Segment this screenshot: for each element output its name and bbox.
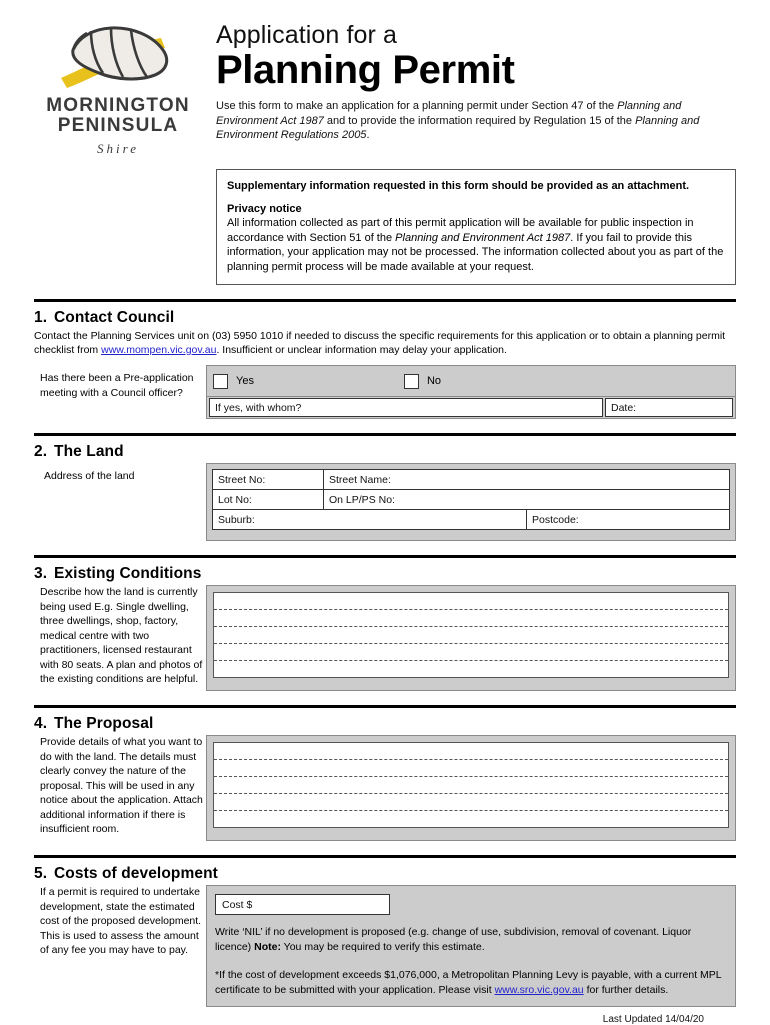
header-text-block	[202, 14, 736, 143]
privacy-text-1: All information collected as part of this permit application will be available for public inspection in accordance with Section 51 of the	[227, 217, 694, 244]
land-address-panel	[206, 463, 736, 541]
no-checkbox-label: No	[426, 375, 442, 387]
privacy-notice-wrapper	[34, 169, 736, 285]
land-address-table	[212, 469, 730, 530]
section-divider-2	[34, 433, 736, 436]
intro-text-2: and to provide the information required by Regulation 15 of the	[323, 114, 636, 127]
lp-ps-no-cell[interactable]: On LP/PS No:	[324, 490, 730, 510]
mpl-levy-note	[215, 968, 727, 997]
supplementary-info-text: Supplementary information requested in this form should be provided as an attachment.	[227, 180, 690, 192]
section-1-row	[34, 365, 736, 419]
no-checkbox[interactable]	[404, 374, 419, 389]
intro-italic-2: Planning and Environment Regulations 2005	[216, 114, 700, 141]
suburb-cell[interactable]: Suburb:	[213, 510, 527, 530]
intro-text-3: .	[366, 129, 370, 141]
write-line	[214, 777, 728, 794]
form-header	[34, 0, 736, 157]
section-3-title	[34, 565, 736, 583]
section-divider-4	[34, 705, 736, 708]
section-2-row	[34, 463, 736, 541]
lot-no-cell[interactable]: Lot No:	[213, 490, 324, 510]
street-no-cell[interactable]: Street No:	[213, 470, 324, 490]
section-5-row	[34, 885, 736, 1007]
proposal-panel	[206, 735, 736, 841]
section-3-number: 3.	[34, 565, 48, 582]
section-4-row	[34, 735, 736, 841]
write-line	[214, 610, 728, 627]
note-bold-label: Note:	[254, 940, 281, 953]
last-updated-footer: Last Updated 14/04/20	[602, 1014, 704, 1025]
write-line	[214, 794, 728, 811]
section-divider-1	[34, 299, 736, 302]
section-1-number: 1.	[34, 309, 48, 326]
with-whom-input[interactable]: If yes, with whom?	[209, 398, 603, 417]
council-logo	[34, 14, 202, 157]
section-4-title	[34, 715, 736, 733]
meeting-date-input[interactable]: Date:	[605, 398, 733, 417]
section-2-number: 2.	[34, 443, 48, 460]
yes-checkbox[interactable]	[213, 374, 228, 389]
postcode-cell[interactable]: Postcode:	[527, 510, 730, 530]
section-divider-3	[34, 555, 736, 558]
section-divider-5	[34, 855, 736, 858]
section-1-intro	[34, 329, 736, 357]
levy-text-1: *If the cost of development exceeds $1,076,000, a Metropolitan Planning Levy is payable, with a current MPL certificate to be submitted with your application. Please visit	[215, 969, 722, 996]
nil-note-1: Write ‘NIL’ if no development is proposed (e.g. change of use, subdivision, removal of covenant. Liquor licence)	[215, 926, 692, 953]
privacy-italic: Planning and Environment Act 1987	[395, 231, 571, 244]
section-1-title-text: Contact Council	[54, 309, 175, 326]
table-row	[213, 490, 730, 510]
section-3-title-text: Existing Conditions	[54, 565, 202, 582]
sro-website-link[interactable]: www.sro.vic.gov.au	[494, 983, 584, 996]
costs-label: If a permit is required to undertake development, state the estimated cost of the proposed development. This is used to assess the amount of any fee you may have to pay.	[40, 886, 202, 956]
section-1-title	[34, 309, 736, 327]
privacy-text-2: . If you fail to provide this information, your application may not be processed. The information collected about you as part of the planning permit process will be made available at your request.	[227, 231, 724, 273]
section-3-row	[34, 585, 736, 691]
form-title: Planning Permit	[216, 48, 515, 92]
section-5-title	[34, 865, 736, 883]
write-line	[214, 644, 728, 661]
pre-application-checkbox-row	[207, 366, 735, 396]
costs-panel	[206, 885, 736, 1007]
section-1-intro-1: Contact the Planning Services unit on (03) 5950 1010 if needed to discuss the specific requirements for this application or to obtain a planning permit checklist from	[34, 330, 726, 356]
address-of-land-label: Address of the land	[44, 470, 135, 482]
section-4-title-text: The Proposal	[54, 715, 154, 732]
section-2-title	[34, 443, 736, 461]
mompen-website-link[interactable]: www.mompen.vic.gov.au	[101, 344, 217, 356]
levy-text-2: for further details.	[583, 983, 669, 996]
privacy-notice-box	[216, 169, 736, 285]
existing-conditions-panel	[206, 585, 736, 691]
table-row	[213, 470, 730, 490]
pre-application-input-row	[207, 396, 735, 418]
privacy-notice-body	[227, 216, 725, 274]
intro-italic-1: Planning and Environment Act 1987	[216, 100, 682, 127]
nil-note-2: You may be required to verify this estimate.	[280, 940, 485, 953]
intro-text-1: Use this form to make an application for a planning permit under Section 47 of the	[216, 100, 618, 112]
write-line	[214, 593, 728, 610]
write-line	[214, 760, 728, 777]
write-line	[214, 661, 728, 677]
section-5-number: 5.	[34, 865, 48, 882]
proposal-textarea[interactable]	[213, 742, 729, 828]
logo-line-2: PENINSULA	[57, 115, 179, 136]
section-4-number: 4.	[34, 715, 48, 732]
privacy-notice-heading: Privacy notice	[227, 203, 302, 215]
shell-logo-icon	[53, 20, 183, 92]
existing-conditions-label: Describe how the land is currently being used E.g. Single dwelling, three dwellings, shop, factory, medical centre with two practitioners, licensed restaurant with 80 seats. A plan and photos of the existing conditions are helpful.	[40, 586, 203, 685]
yes-checkbox-label: Yes	[236, 375, 254, 387]
cost-input[interactable]: Cost $	[215, 894, 390, 915]
proposal-label: Provide details of what you want to do with the land. The details must clearly convey the nature of the proposal. This will be used in any notice about the application. Attach additional information if there is insufficient room.	[40, 736, 203, 835]
existing-conditions-textarea[interactable]	[213, 592, 729, 678]
write-line	[214, 627, 728, 644]
pre-application-question-label: Has there been a Pre-application meeting with a Council officer?	[40, 372, 194, 399]
section-5-title-text: Costs of development	[54, 865, 218, 882]
write-line	[214, 811, 728, 827]
nil-note	[215, 925, 727, 954]
section-2-title-text: The Land	[54, 443, 124, 460]
section-1-intro-2: . Insufficient or unclear information may delay your application.	[216, 344, 507, 356]
write-line	[214, 743, 728, 760]
table-row	[213, 510, 730, 530]
form-subtitle: Application for a	[216, 21, 397, 49]
pre-application-panel	[206, 365, 736, 419]
logo-line-1: MORNINGTON	[46, 95, 190, 116]
form-intro-paragraph	[216, 99, 736, 143]
logo-line-3: Shire	[97, 141, 139, 156]
street-name-cell[interactable]: Street Name:	[324, 470, 730, 490]
